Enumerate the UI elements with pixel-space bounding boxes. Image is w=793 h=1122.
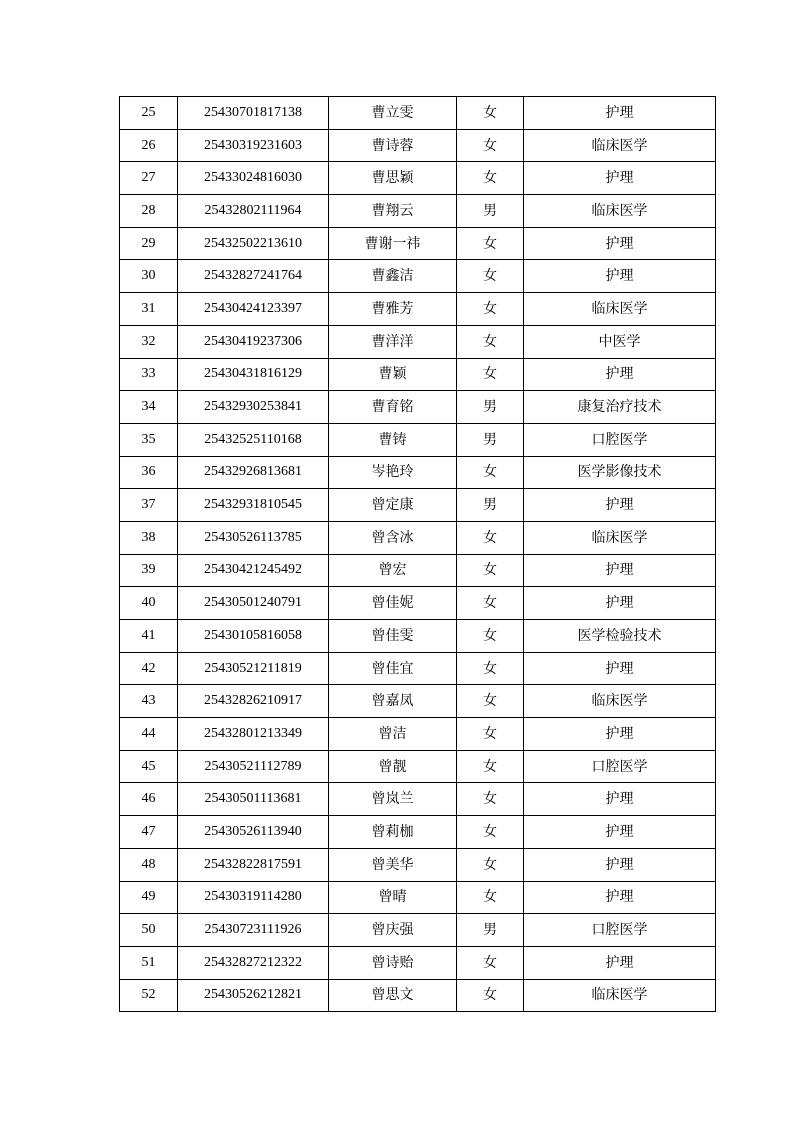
major-cell: 中医学 [524,325,716,358]
table-row [120,914,716,947]
student-name-cell: 曹立雯 [329,97,457,130]
major-cell: 护理 [524,783,716,816]
major-cell: 护理 [524,162,716,195]
student-id-cell: 25430419237306 [178,325,329,358]
major-cell: 口腔医学 [524,423,716,456]
student-id-cell: 25430701817138 [178,97,329,130]
major-cell: 临床医学 [524,685,716,718]
gender-cell: 女 [457,325,524,358]
major-cell: 口腔医学 [524,750,716,783]
row-number-cell: 50 [120,914,178,947]
major-cell: 护理 [524,227,716,260]
gender-cell: 女 [457,587,524,620]
student-name-cell: 曹翔云 [329,195,457,228]
table-row [120,750,716,783]
major-cell: 护理 [524,718,716,751]
major-cell: 护理 [524,848,716,881]
row-number-cell: 39 [120,554,178,587]
student-name-cell: 曾定康 [329,489,457,522]
gender-cell: 女 [457,685,524,718]
table-row [120,260,716,293]
row-number-cell: 25 [120,97,178,130]
student-id-cell: 25432827212322 [178,946,329,979]
major-cell: 护理 [524,652,716,685]
table-row [120,227,716,260]
student-name-cell: 曾晴 [329,881,457,914]
row-number-cell: 32 [120,325,178,358]
student-name-cell: 曾思文 [329,979,457,1012]
row-number-cell: 36 [120,456,178,489]
row-number-cell: 38 [120,521,178,554]
student-name-cell: 曹洋洋 [329,325,457,358]
row-number-cell: 40 [120,587,178,620]
student-name-cell: 曾莉枷 [329,816,457,849]
major-cell: 护理 [524,881,716,914]
student-name-cell: 曹颖 [329,358,457,391]
major-cell: 护理 [524,816,716,849]
gender-cell: 女 [457,620,524,653]
gender-cell: 男 [457,195,524,228]
gender-cell: 女 [457,260,524,293]
row-number-cell: 29 [120,227,178,260]
student-id-cell: 25432802111964 [178,195,329,228]
table-row [120,423,716,456]
student-id-cell: 25432827241764 [178,260,329,293]
major-cell: 护理 [524,554,716,587]
table-row [120,554,716,587]
table-row [120,848,716,881]
student-name-cell: 岑艳玲 [329,456,457,489]
student-name-cell: 曹铸 [329,423,457,456]
student-name-cell: 曾岚兰 [329,783,457,816]
table-row [120,489,716,522]
major-cell: 临床医学 [524,129,716,162]
table-row [120,162,716,195]
student-name-cell: 曾美华 [329,848,457,881]
student-id-cell: 25430526212821 [178,979,329,1012]
gender-cell: 女 [457,554,524,587]
row-number-cell: 33 [120,358,178,391]
gender-cell: 男 [457,423,524,456]
table-row [120,685,716,718]
student-name-cell: 曹思颖 [329,162,457,195]
student-roster-table [119,96,716,1012]
row-number-cell: 37 [120,489,178,522]
gender-cell: 女 [457,816,524,849]
table-row [120,129,716,162]
student-id-cell: 25432930253841 [178,391,329,424]
student-name-cell: 曾佳宜 [329,652,457,685]
student-id-cell: 25432822817591 [178,848,329,881]
gender-cell: 男 [457,391,524,424]
student-name-cell: 曾含冰 [329,521,457,554]
row-number-cell: 27 [120,162,178,195]
row-number-cell: 43 [120,685,178,718]
major-cell: 医学影像技术 [524,456,716,489]
table-row [120,816,716,849]
table-row [120,195,716,228]
major-cell: 护理 [524,946,716,979]
student-id-cell: 25430501240791 [178,587,329,620]
row-number-cell: 52 [120,979,178,1012]
row-number-cell: 42 [120,652,178,685]
gender-cell: 男 [457,489,524,522]
gender-cell: 女 [457,227,524,260]
student-id-cell: 25430319114280 [178,881,329,914]
roster-body [120,97,716,1012]
row-number-cell: 47 [120,816,178,849]
student-name-cell: 曾宏 [329,554,457,587]
student-id-cell: 25430431816129 [178,358,329,391]
gender-cell: 女 [457,652,524,685]
row-number-cell: 35 [120,423,178,456]
student-id-cell: 25430424123397 [178,293,329,326]
gender-cell: 女 [457,162,524,195]
gender-cell: 女 [457,750,524,783]
gender-cell: 女 [457,129,524,162]
table-row [120,620,716,653]
major-cell: 护理 [524,489,716,522]
student-id-cell: 25430319231603 [178,129,329,162]
table-row [120,521,716,554]
student-id-cell: 25430421245492 [178,554,329,587]
student-name-cell: 曾佳妮 [329,587,457,620]
row-number-cell: 44 [120,718,178,751]
student-id-cell: 25432931810545 [178,489,329,522]
major-cell: 康复治疗技术 [524,391,716,424]
row-number-cell: 49 [120,881,178,914]
row-number-cell: 46 [120,783,178,816]
major-cell: 口腔医学 [524,914,716,947]
gender-cell: 女 [457,456,524,489]
table-row [120,587,716,620]
gender-cell: 女 [457,881,524,914]
table-row [120,325,716,358]
row-number-cell: 28 [120,195,178,228]
table-row [120,456,716,489]
major-cell: 护理 [524,97,716,130]
student-id-cell: 25430501113681 [178,783,329,816]
table-row [120,783,716,816]
major-cell: 临床医学 [524,521,716,554]
row-number-cell: 51 [120,946,178,979]
gender-cell: 女 [457,97,524,130]
gender-cell: 女 [457,293,524,326]
student-name-cell: 曹育铭 [329,391,457,424]
student-id-cell: 25430105816058 [178,620,329,653]
student-name-cell: 曾佳雯 [329,620,457,653]
student-id-cell: 25432525110168 [178,423,329,456]
student-id-cell: 25432502213610 [178,227,329,260]
gender-cell: 女 [457,521,524,554]
student-name-cell: 曾诗贻 [329,946,457,979]
table-row [120,391,716,424]
table-row [120,718,716,751]
major-cell: 护理 [524,587,716,620]
row-number-cell: 26 [120,129,178,162]
student-name-cell: 曹诗蓉 [329,129,457,162]
gender-cell: 女 [457,979,524,1012]
student-id-cell: 25430521112789 [178,750,329,783]
table-row [120,881,716,914]
student-name-cell: 曾洁 [329,718,457,751]
student-id-cell: 25432826210917 [178,685,329,718]
student-id-cell: 25433024816030 [178,162,329,195]
row-number-cell: 45 [120,750,178,783]
major-cell: 医学检验技术 [524,620,716,653]
student-name-cell: 曾靓 [329,750,457,783]
gender-cell: 女 [457,848,524,881]
student-id-cell: 25430526113940 [178,816,329,849]
student-name-cell: 曹谢一祎 [329,227,457,260]
student-name-cell: 曹鑫洁 [329,260,457,293]
major-cell: 临床医学 [524,293,716,326]
gender-cell: 女 [457,718,524,751]
major-cell: 护理 [524,260,716,293]
row-number-cell: 41 [120,620,178,653]
major-cell: 临床医学 [524,979,716,1012]
row-number-cell: 31 [120,293,178,326]
row-number-cell: 30 [120,260,178,293]
student-name-cell: 曹雅芳 [329,293,457,326]
student-id-cell: 25430521211819 [178,652,329,685]
table-row [120,652,716,685]
row-number-cell: 34 [120,391,178,424]
table-row [120,358,716,391]
table-row [120,979,716,1012]
student-name-cell: 曾庆强 [329,914,457,947]
major-cell: 护理 [524,358,716,391]
row-number-cell: 48 [120,848,178,881]
table-row [120,946,716,979]
gender-cell: 女 [457,946,524,979]
student-id-cell: 25432801213349 [178,718,329,751]
student-id-cell: 25432926813681 [178,456,329,489]
gender-cell: 女 [457,783,524,816]
major-cell: 临床医学 [524,195,716,228]
table-row [120,97,716,130]
student-id-cell: 25430526113785 [178,521,329,554]
student-name-cell: 曾嘉凤 [329,685,457,718]
table-row [120,293,716,326]
gender-cell: 女 [457,358,524,391]
student-id-cell: 25430723111926 [178,914,329,947]
gender-cell: 男 [457,914,524,947]
